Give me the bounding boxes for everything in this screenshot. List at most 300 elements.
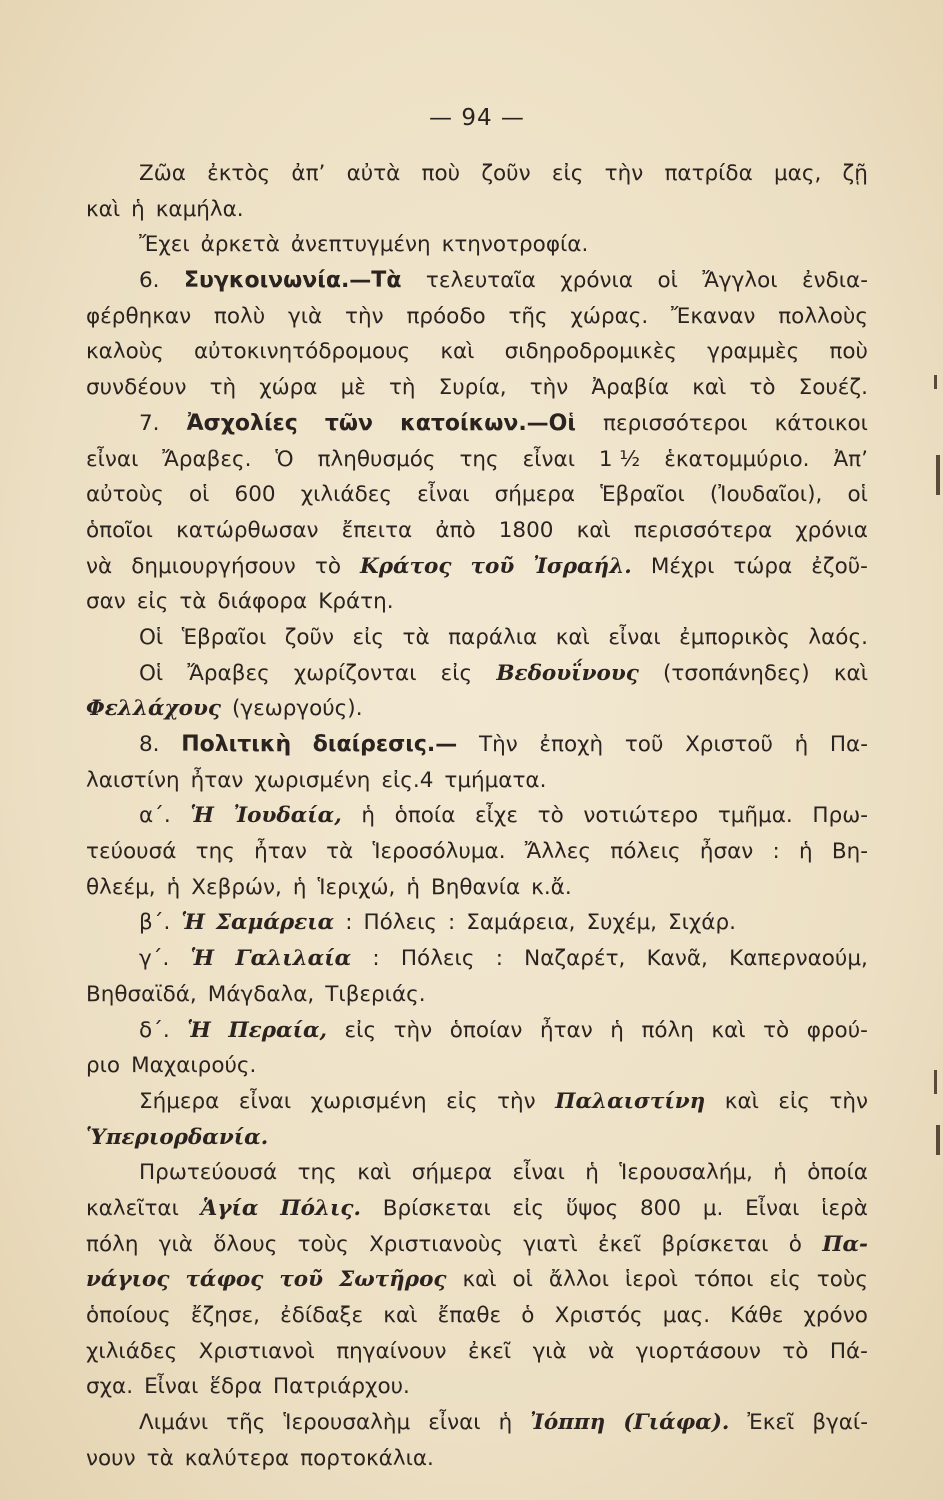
text-line — [86, 1262, 868, 1298]
word: ἡ — [131, 196, 145, 222]
word: σχα. — [86, 1374, 134, 1400]
word: Βηθανία — [430, 874, 521, 900]
word: γιατὶ — [523, 1231, 578, 1257]
word: 1 ½ — [598, 446, 641, 472]
word: οἱ — [847, 482, 868, 508]
text-line — [86, 798, 868, 834]
word: χρόνια — [560, 268, 633, 294]
word: ποὺ — [829, 339, 868, 365]
text-line — [86, 1227, 868, 1263]
word: Ναζαρέτ, — [524, 946, 626, 972]
word: καὶ — [692, 375, 727, 401]
word: σιδηροδρομικὲς — [504, 339, 677, 365]
word: Ἑβραῖοι — [600, 482, 685, 508]
word: Ἁγία — [200, 1195, 259, 1221]
word: Ἡ — [190, 803, 214, 829]
word: εἰς — [551, 161, 584, 186]
word: Ἄραβες — [187, 660, 270, 686]
word: πόλεις — [610, 839, 681, 865]
word: πολλοὺς — [778, 303, 868, 329]
word: εἰς — [344, 1017, 377, 1043]
word: κ.ἄ. — [531, 874, 572, 900]
word: Πόλεις — [400, 946, 475, 972]
word: ἱεροὶ — [624, 1267, 678, 1293]
word: Περαία, — [228, 1017, 328, 1043]
word: Σαμάρεια — [215, 910, 335, 936]
text-line — [86, 763, 868, 799]
text-line — [86, 1441, 868, 1477]
word: Πολιτικὴ — [181, 732, 292, 757]
text-line — [86, 156, 868, 192]
word: Συγκοινωνία.—Τὰ — [183, 268, 402, 294]
word: Ἀπ’ — [833, 446, 868, 472]
word: συνδέουν — [86, 375, 187, 401]
word: καὶ — [383, 1303, 418, 1328]
word: Κράτη. — [318, 589, 394, 615]
word: ἐκτὸς — [207, 161, 271, 186]
word: ἡ — [794, 732, 809, 757]
word: Ἡ — [187, 1017, 211, 1043]
word: ἐκεῖ — [467, 1338, 512, 1364]
word: Παλαιστίνη — [555, 1088, 706, 1114]
word: χώρα — [259, 375, 318, 401]
word: Οἱ — [139, 660, 164, 686]
word: ζοῦν — [284, 624, 335, 650]
word: γραμμὲς — [707, 339, 800, 365]
word: (Ἰουδαῖοι), — [709, 482, 823, 508]
word: ἀπ’ — [291, 161, 326, 186]
word: καὶ — [86, 196, 121, 222]
word: ἡ — [406, 874, 420, 900]
word: εἰς — [778, 1088, 810, 1114]
word: ἦταν — [190, 767, 244, 793]
word: τὴν — [497, 1088, 536, 1114]
word: Ἄγγλοι — [702, 268, 778, 294]
word: Πρωτεύουσά — [139, 1160, 278, 1186]
word: ἡ — [292, 874, 307, 900]
word: ἐκεῖ — [597, 1231, 642, 1257]
word: καλύτερα — [184, 1445, 290, 1471]
word: πληθυσμός — [317, 446, 436, 472]
word: ἐποχὴ — [539, 732, 604, 757]
word: ὁποία — [394, 803, 456, 829]
word: δ΄. — [139, 1017, 170, 1043]
text-line — [86, 227, 868, 263]
word: εἶναι — [512, 1160, 565, 1186]
word: ἦσαν — [699, 839, 754, 865]
word: μὲ — [340, 375, 366, 401]
word: καὶ — [833, 660, 868, 686]
word: αὐτοκινητόδρομους — [193, 339, 411, 365]
word: παράλια — [448, 624, 538, 650]
text-line — [86, 263, 868, 299]
word: ἱερὰ — [821, 1195, 868, 1221]
scan-mark — [936, 455, 940, 495]
word: Ἀσχολίες — [186, 410, 298, 436]
word: Συχέμ, — [586, 910, 658, 936]
word: Χριστιανοὶ — [198, 1338, 315, 1364]
word: Χριστός — [554, 1303, 643, 1328]
word: α΄. — [139, 803, 171, 829]
word: ὁποίαν — [449, 1017, 523, 1043]
word: Ἱεριχώ, — [317, 874, 396, 900]
word: τὴ — [209, 375, 237, 401]
text-line — [86, 549, 868, 585]
word: ὕψος — [565, 1195, 619, 1221]
text-line — [86, 1084, 868, 1120]
word: εἶναι — [417, 482, 470, 508]
word: πόλη — [641, 1017, 694, 1043]
word: τῆς — [226, 1410, 266, 1436]
word: τὸ — [749, 375, 776, 401]
word: ποὺ — [421, 161, 461, 186]
word: Βη- — [831, 839, 868, 865]
word: βγαί- — [812, 1410, 868, 1436]
word: 6. — [139, 268, 160, 294]
word: Βεδουΐνους — [496, 660, 639, 686]
word: : — [345, 910, 353, 936]
word: ἦταν — [539, 1017, 593, 1043]
text-line — [86, 442, 868, 478]
text-line — [86, 870, 868, 906]
word: διαίρεσις.— — [312, 732, 458, 757]
text-line — [86, 1298, 868, 1334]
word: β΄. — [139, 910, 171, 936]
word: φρού- — [806, 1017, 868, 1043]
word: καμήλα. — [155, 196, 244, 222]
text-line — [86, 620, 868, 656]
text-line — [86, 977, 868, 1013]
word: Μέχρι — [650, 553, 715, 579]
word: ἐμπορικὸς — [679, 624, 790, 650]
word: (τσοπάνηδες) — [663, 660, 810, 686]
word: χώρας. — [570, 303, 649, 329]
word: πόλη — [86, 1231, 139, 1257]
word: τάφος — [185, 1267, 264, 1293]
word: εἶναι — [86, 446, 139, 472]
word: : — [448, 910, 456, 936]
word: τοὺς — [297, 1231, 349, 1257]
word: Ζῶα — [139, 161, 186, 186]
word: πρόοδο — [406, 303, 486, 329]
text-line — [86, 406, 868, 442]
word: ὁποῖοι — [86, 517, 153, 543]
word: μας, — [774, 161, 822, 186]
word: οἱ — [657, 268, 678, 294]
word: τοῦ — [279, 1267, 324, 1293]
word: αὐτοὺς — [86, 482, 164, 508]
word: ἡ — [166, 874, 181, 900]
word: γιὰ — [532, 1338, 567, 1364]
word: εἰς — [440, 660, 473, 686]
word: Ἀραβία — [591, 375, 670, 401]
word: Μαχαιρούς. — [131, 1053, 257, 1079]
page-number: — 94 — — [429, 105, 525, 131]
text-line — [86, 1191, 868, 1227]
word: χιλιάδες — [300, 482, 392, 508]
word: πολὺ — [213, 303, 266, 329]
word: Ἰουδαία, — [233, 803, 342, 829]
word: ἑκατομμύριο. — [664, 446, 810, 472]
word: φέρθηκαν — [86, 303, 192, 329]
word: εἶχε — [475, 803, 518, 829]
word: κτηνοτροφία. — [441, 232, 589, 258]
word: λαιστίνη — [86, 767, 180, 793]
word: τόποι — [693, 1267, 754, 1293]
word: Ἄλλες — [524, 839, 592, 865]
word: Καπερναούμ, — [729, 946, 868, 972]
text-line — [86, 727, 868, 763]
word: χωρισμένη — [254, 767, 371, 793]
word: Κανᾶ, — [646, 946, 708, 972]
word: οἱ — [188, 482, 210, 508]
word: Τὴν — [478, 732, 518, 757]
word: ὁ — [788, 1231, 802, 1257]
word: περισσότερα — [633, 517, 773, 543]
word: : — [372, 946, 380, 972]
text-line — [86, 513, 868, 549]
word: τεύουσά — [86, 839, 177, 865]
word: ὁ — [521, 1303, 535, 1328]
word: Ἡ — [181, 910, 205, 936]
text-line — [86, 192, 868, 228]
word: χωρίζονται — [293, 660, 417, 686]
word: Τιβεριάς. — [325, 981, 426, 1007]
word: της — [297, 1160, 337, 1186]
word: 7. — [139, 410, 160, 436]
text-line — [86, 1120, 868, 1156]
word: Σήμερα — [139, 1088, 220, 1114]
word: Ἰσραήλ. — [533, 553, 632, 579]
text-line — [86, 299, 868, 335]
word: χρόνια — [795, 517, 868, 543]
word: Σωτῆρος — [339, 1267, 447, 1293]
text-line — [86, 1013, 868, 1049]
word: ἀπὸ — [435, 517, 476, 543]
word: Ἔκαναν — [671, 303, 756, 329]
word: καλεῖται — [86, 1195, 179, 1221]
word: Κάθε — [730, 1303, 784, 1328]
book-page — [86, 100, 868, 1476]
word: εἰς — [352, 624, 385, 650]
word: ἡ — [798, 839, 813, 865]
word: διάφορα — [217, 589, 308, 615]
word: Ἱερουσαλὴμ — [283, 1410, 411, 1436]
word: Ἐκεῖ — [747, 1410, 795, 1436]
word: ἄλλοι — [548, 1267, 609, 1293]
word: της — [459, 446, 499, 472]
word: μας. — [662, 1303, 711, 1328]
word: σήμερα — [494, 482, 576, 508]
word: καὶ — [724, 1088, 759, 1114]
word: γ΄. — [139, 946, 170, 972]
word: νοτιώτερο — [583, 803, 699, 829]
word: ἐζοῦ- — [811, 553, 868, 579]
word: Πά- — [829, 1338, 868, 1364]
word: Φελλάχους — [86, 696, 221, 722]
word: Πρω- — [812, 803, 868, 829]
word: Πα- — [822, 1231, 868, 1257]
word: τὴν — [604, 161, 644, 186]
text-line — [86, 1369, 868, 1405]
word: χρόνο — [803, 1303, 868, 1328]
word: Σαμάρεια, — [466, 910, 576, 936]
word: ζοῦν — [481, 161, 531, 186]
word: πορτοκάλια. — [300, 1445, 434, 1471]
text-line — [86, 334, 868, 370]
word: τὸ — [537, 803, 564, 829]
word: ζῇ — [842, 161, 868, 186]
word: ἔπαθε — [437, 1303, 502, 1328]
word: Ἰόππη — [530, 1410, 606, 1436]
word: Εἶναι — [144, 1374, 199, 1400]
word: τὴ — [388, 375, 416, 401]
word: Ἱεροσόλυμα. — [372, 839, 506, 865]
word: τὰ — [146, 1445, 174, 1471]
word: : — [495, 946, 503, 972]
word: Βρίσκεται — [382, 1195, 491, 1221]
word: τὴν — [393, 1017, 433, 1043]
word: (Γιάφα). — [623, 1410, 730, 1436]
word: νουν — [86, 1445, 136, 1471]
word: θλεέμ, — [86, 874, 156, 900]
word: τὰ — [179, 589, 207, 615]
text-line — [86, 1155, 868, 1191]
word: ἡ — [498, 1410, 513, 1436]
word: Σουέζ. — [798, 375, 868, 401]
word: καλοὺς — [86, 339, 164, 365]
word: Ὁ — [275, 446, 294, 472]
word: ἕδρα — [209, 1374, 262, 1400]
word: ἡ — [361, 803, 376, 829]
word: Συρία, — [438, 375, 507, 401]
word: ἀνεπτυγμένη — [290, 232, 431, 258]
text-line — [86, 1048, 868, 1084]
word: τοῦ — [624, 732, 664, 757]
word: (γεωργούς). — [231, 696, 363, 722]
word: καὶ — [576, 517, 611, 543]
text-line — [86, 656, 868, 692]
word: εἶναι — [522, 446, 575, 472]
word: τώρα — [733, 553, 793, 579]
word: τὸ — [782, 1338, 809, 1364]
word: Λιμάνι — [139, 1410, 209, 1436]
word: Εἶναι — [745, 1195, 800, 1221]
word: Χριστιανοὺς — [369, 1231, 503, 1257]
text-line — [86, 941, 868, 977]
word: Χεβρών, — [191, 874, 282, 900]
word: εἰς — [512, 1195, 545, 1221]
word: κάτοικοι — [774, 410, 868, 436]
word: τμῆμα. — [717, 803, 793, 829]
word: λαός. — [808, 624, 868, 650]
word: αὐτὰ — [346, 161, 401, 186]
word: καὶ — [357, 1160, 392, 1186]
word: ἐνδια- — [801, 268, 868, 294]
word: ἔζησε, — [190, 1303, 260, 1328]
word: τμήματα. — [444, 767, 547, 793]
word: τὴν — [345, 303, 384, 329]
word: ἦταν — [254, 839, 307, 865]
word: ἔπειτα — [341, 517, 413, 543]
word: δημιουργήσουν — [131, 553, 296, 579]
word: Πόλις. — [280, 1195, 361, 1221]
word: ὅλους — [213, 1231, 278, 1257]
word: τελευταῖα — [425, 268, 536, 294]
word: Γαλιλαία — [235, 946, 352, 972]
word: 1800 — [498, 517, 554, 543]
text-line — [86, 691, 868, 727]
word: νὰ — [86, 553, 113, 579]
word: σήμερα — [411, 1160, 493, 1186]
text-line — [86, 1405, 868, 1441]
word: Ἱερουσαλήμ, — [619, 1160, 753, 1186]
word: : — [772, 839, 780, 865]
word: ἡ — [610, 1017, 624, 1043]
word: Πόλεις — [363, 910, 438, 936]
scan-mark — [934, 375, 937, 389]
word: τοῦ — [470, 553, 515, 579]
word: οἱ — [512, 1267, 533, 1293]
text-line — [86, 1334, 868, 1370]
word: πατρίδα — [664, 161, 753, 186]
word: τοὺς — [816, 1267, 868, 1293]
word: Ὑπεριορδανία. — [86, 1124, 269, 1150]
word: καὶ — [555, 624, 590, 650]
word: καὶ — [440, 339, 475, 365]
word: ριο — [86, 1053, 121, 1079]
word: εἶναι — [238, 1088, 292, 1114]
word: γιὰ — [288, 303, 323, 329]
word: εἶναι — [428, 1410, 481, 1436]
scan-mark — [934, 1070, 937, 1094]
word: βρίσκεται — [661, 1231, 769, 1257]
text-line — [86, 584, 868, 620]
word: εἶναι — [608, 624, 661, 650]
text-body — [86, 156, 868, 1476]
word: 800 — [640, 1195, 682, 1221]
word: Πα- — [829, 732, 868, 757]
word: νὰ — [588, 1338, 615, 1364]
word: Χριστοῦ — [685, 732, 773, 757]
text-line — [86, 370, 868, 406]
word: καὶ — [711, 1017, 746, 1043]
word: χιλιάδες — [86, 1338, 178, 1364]
word: 600 — [234, 482, 276, 508]
word: 8. — [139, 732, 160, 757]
word: ὁποίους — [86, 1303, 171, 1328]
word: καὶ — [462, 1267, 497, 1293]
word: ἡ — [585, 1160, 599, 1186]
word: τὴν — [829, 1088, 868, 1114]
word: ἀρκετὰ — [200, 232, 280, 258]
word: Βηθσαϊδά, — [86, 981, 197, 1007]
word: χωρισμένη — [310, 1088, 427, 1114]
word: τὸ — [314, 553, 341, 579]
text-line — [86, 834, 868, 870]
word: Σιχάρ. — [668, 910, 736, 936]
scan-mark — [936, 1125, 940, 1155]
word: Ἑβραῖοι — [181, 624, 267, 650]
word: τὰ — [402, 624, 430, 650]
word: Οἱ — [139, 624, 164, 650]
word: κατοίκων.—Οἱ — [400, 410, 576, 436]
word: τῶν — [324, 410, 374, 436]
word: πηγαίνουν — [336, 1338, 447, 1364]
word: εἰς.4 — [381, 767, 434, 793]
word: Κράτος — [360, 553, 452, 579]
word: κατώρθωσαν — [176, 517, 319, 543]
